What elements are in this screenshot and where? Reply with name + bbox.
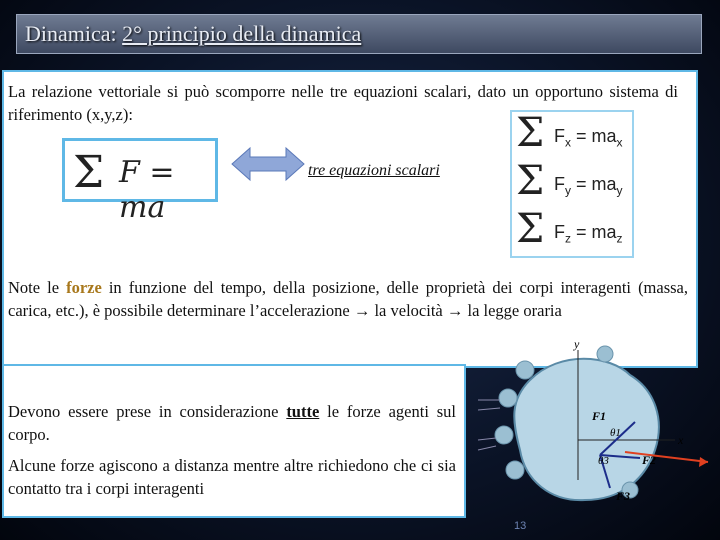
sigma-symbol: Σ — [516, 158, 545, 204]
scalar-equation-x — [516, 110, 634, 160]
double-arrow-icon — [230, 144, 306, 184]
scalar-equations-box — [510, 110, 634, 258]
arrow-right-icon: → — [446, 301, 464, 320]
sigma-symbol: Σ — [516, 110, 545, 156]
sigma-symbol: Σ — [73, 147, 105, 198]
title-subtitle: 2° principio della dinamica — [122, 21, 362, 46]
vector-equation-box — [62, 138, 218, 225]
theta1-label: θ1 — [610, 427, 621, 439]
force-diagram — [470, 340, 720, 530]
arrow-label: tre equazioni scalari — [308, 162, 440, 179]
f2-label: F2 — [642, 453, 657, 467]
paragraph-distance-contact: Alcune forze agiscono a distanza mentre altre richiedono che ci sia contatto tra i corpi interagenti — [8, 456, 456, 498]
arrow-right-icon: → — [353, 301, 371, 320]
paragraph-intro: La relazione vettoriale si può scomporre nelle tre equazioni scalari, dato un opportuno sistema di riferimento (x,y,z): — [8, 82, 678, 124]
page-number: 13 — [514, 520, 527, 532]
lines-decoration — [478, 400, 500, 450]
red-arrow-head — [699, 457, 708, 467]
f1-label: F1 — [592, 409, 607, 423]
body-shape — [514, 359, 659, 500]
scalar-equation-y — [516, 158, 634, 208]
sigma-symbol: Σ — [516, 206, 545, 252]
paragraph-all-forces: Devono essere prese in considerazione tutte le forze agenti sul corpo. — [8, 402, 456, 444]
slide-title — [25, 21, 361, 47]
y-axis-label: y — [574, 340, 580, 351]
forze-highlight: forze — [66, 278, 102, 297]
title-bar — [16, 14, 702, 54]
equation-text: $F_x = ma_x$ — [554, 126, 623, 150]
theta3-label: θ3 — [598, 455, 609, 467]
x-axis-label: x — [678, 433, 684, 447]
content-box-bottom — [2, 364, 466, 518]
title-main: Dinamica: — [25, 21, 123, 46]
f3-label: F3 — [616, 489, 631, 503]
scalar-equation-z — [516, 206, 634, 256]
equation-text: $F_z = ma_z$ — [554, 222, 623, 246]
tutte-highlight: tutte — [286, 402, 320, 421]
equation-text: $F_y = ma_y$ — [554, 174, 623, 198]
content-box-top — [2, 70, 698, 368]
vector-equation-text: F = ma — [119, 155, 175, 225]
paragraph-forces: Note le forze in funzione del tempo, della posizione, delle proprietà dei corpi interagenti (massa, carica, etc.), è possibile determinare l’accelerazione → la velocità → la legge oraria — [8, 278, 689, 320]
